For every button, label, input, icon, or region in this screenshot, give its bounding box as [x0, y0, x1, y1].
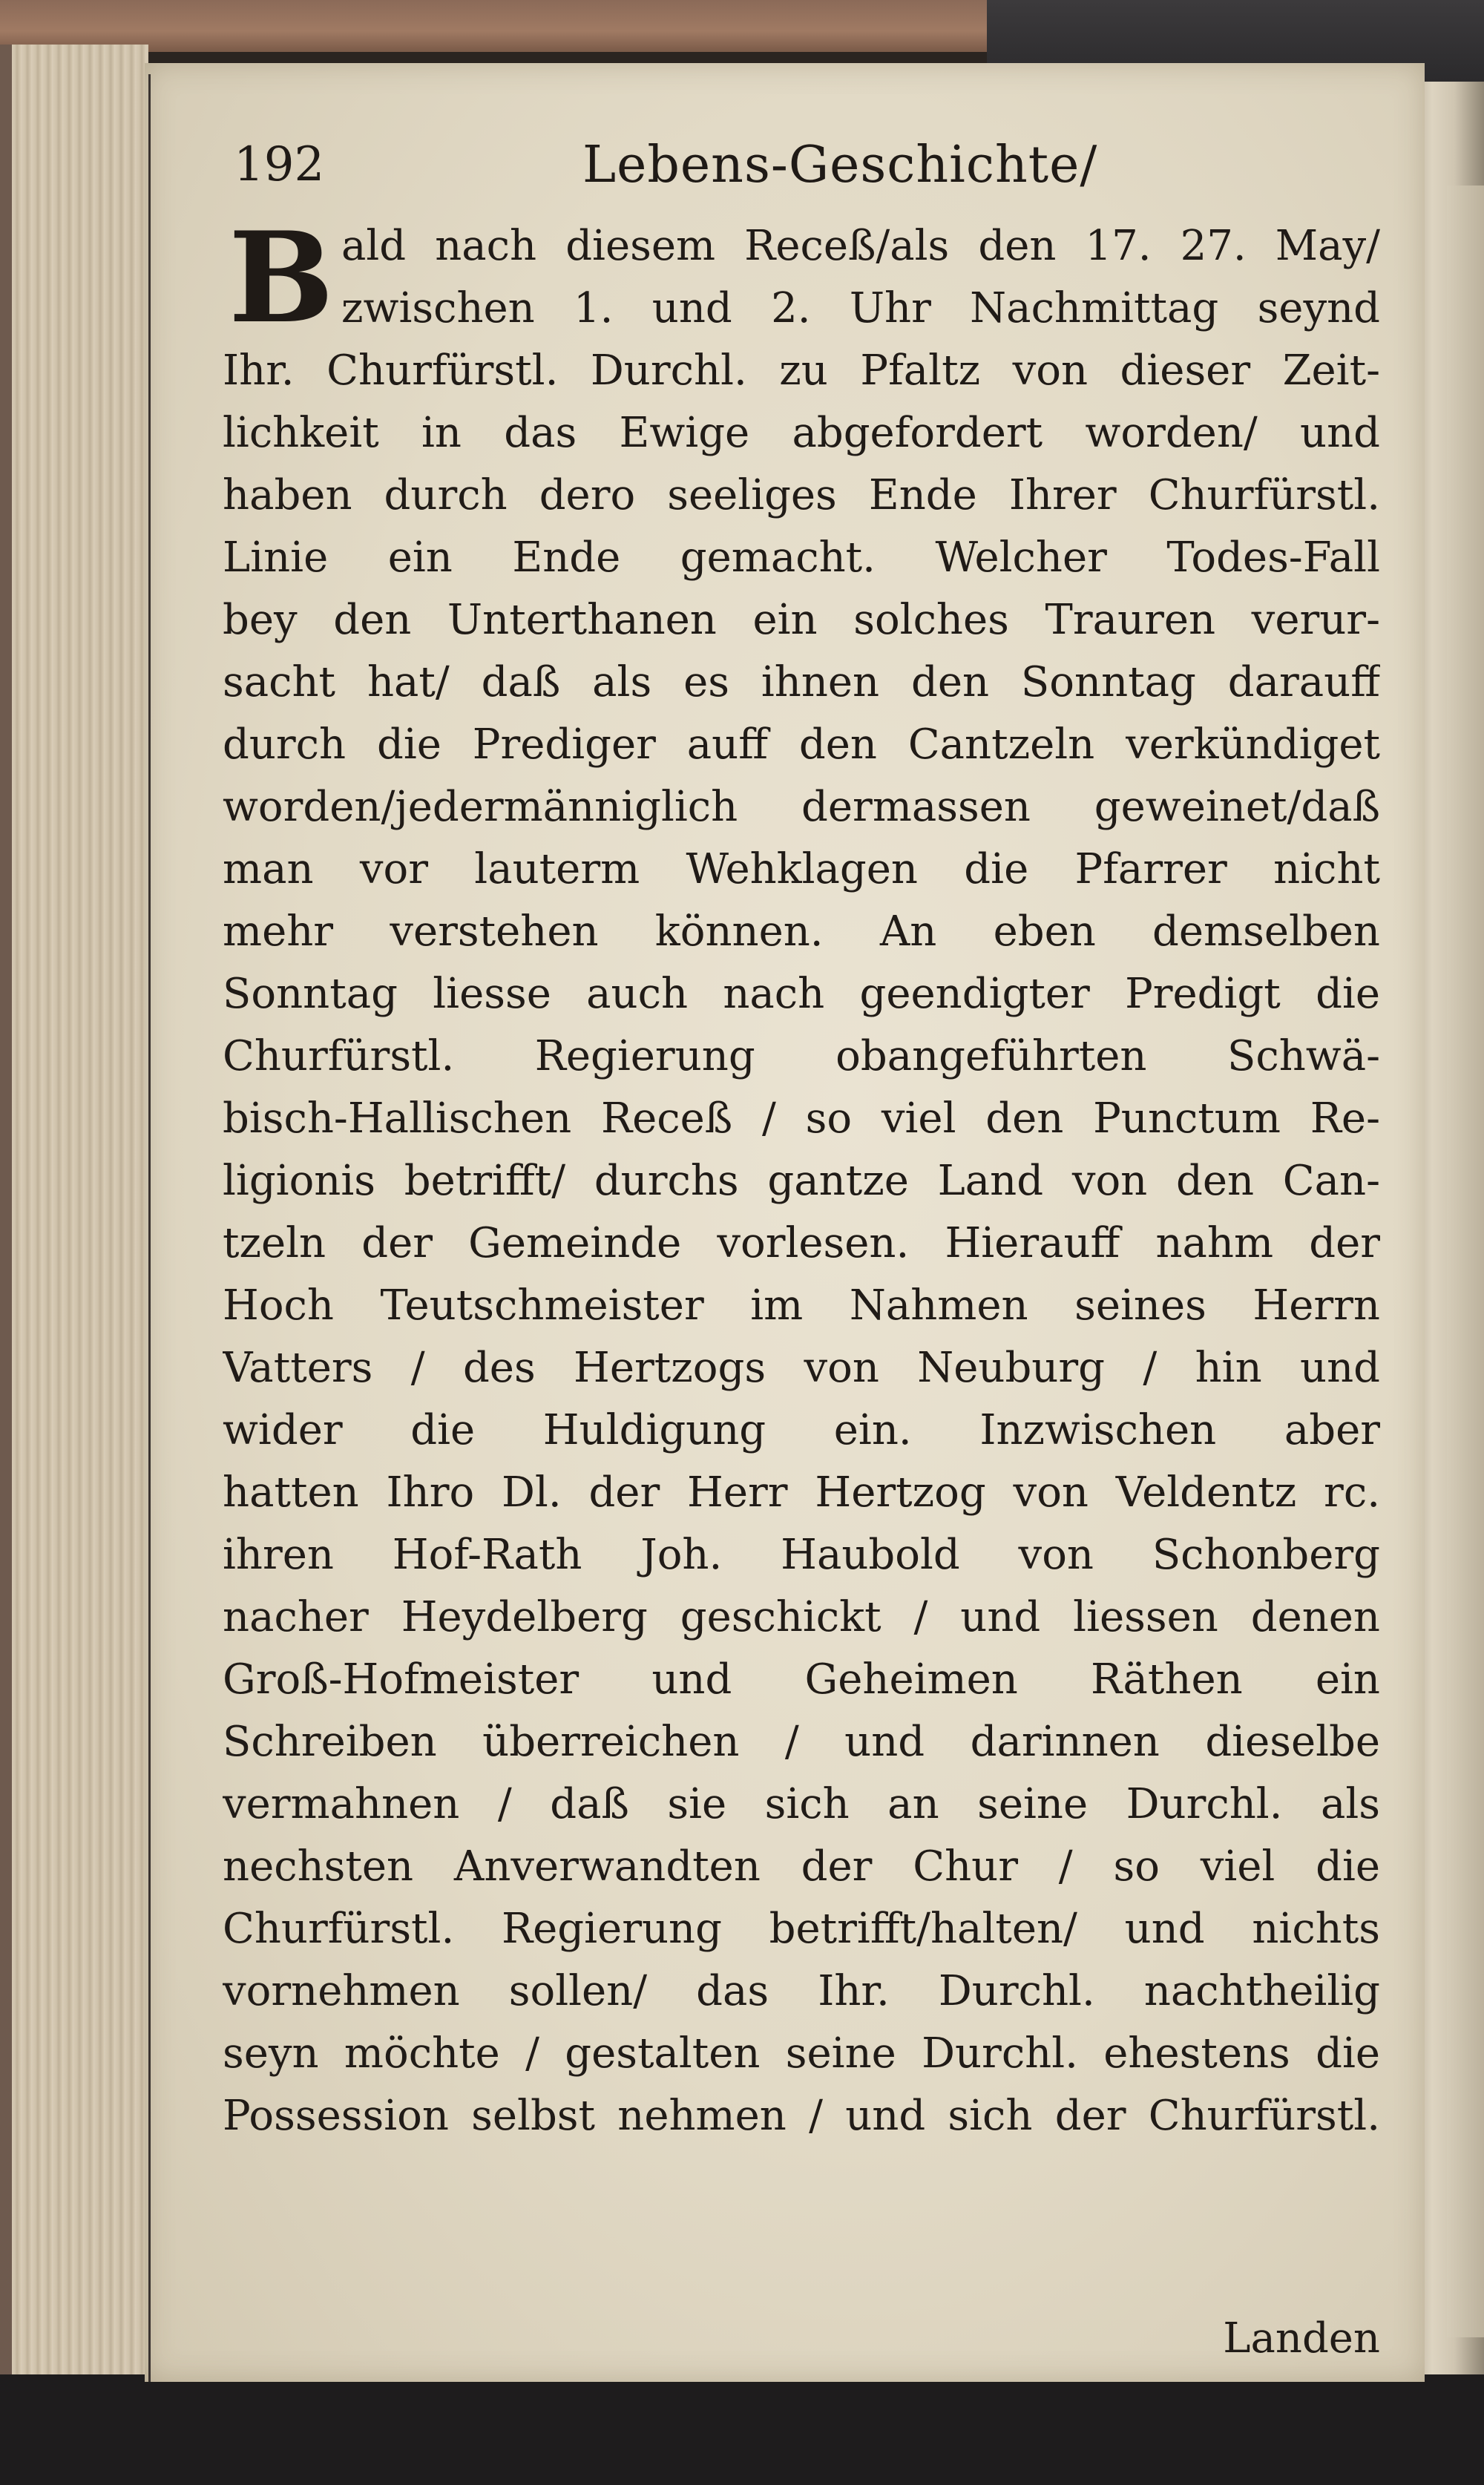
text-line: Churfürstl. Regierung betrifft/halten/ und nichts: [223, 1905, 1380, 1953]
text-line: bisch-Hallischen Receß / so viel den Punctum Re-: [223, 1094, 1380, 1143]
text-line: man vor lauterm Wehklagen die Pfarrer nicht: [223, 845, 1380, 893]
body-text: [223, 204, 1380, 2363]
page-gutter-shadow: [148, 74, 151, 2382]
running-head: Lebens-Geschichte/: [582, 136, 1098, 194]
text-line: ihren Hof-Rath Joh. Haubold von Schonberg: [223, 1531, 1380, 1579]
text-line: ligionis betrifft/ durchs gantze Land von den Can-: [223, 1157, 1380, 1205]
text-line: Sonntag liesse auch nach geendigter Predigt die: [223, 970, 1380, 1018]
text-line: Hoch Teutschmeister im Nahmen seines Herrn: [223, 1281, 1380, 1330]
text-line: nacher Heydelberg geschickt / und liessen denen: [223, 1593, 1380, 1641]
background-bottom: [0, 2374, 1484, 2485]
catchword: Landen: [1223, 2314, 1380, 2363]
text-line: Ihr. Churfürstl. Durchl. zu Pfaltz von dieser Zeit-: [223, 347, 1380, 395]
text-line: durch die Prediger auff den Cantzeln verkündiget: [223, 720, 1380, 769]
book-board-left: [0, 45, 12, 2389]
text-line: nechsten Anverwandten der Chur / so viel die: [223, 1842, 1380, 1891]
text-line: Vatters / des Hertzogs von Neuburg / hin und: [223, 1344, 1380, 1392]
text-line: zwischen 1. und 2. Uhr Nachmittag seynd: [341, 284, 1380, 332]
text-line: Churfürstl. Regierung obangeführten Schwä-: [223, 1032, 1380, 1080]
text-line: vornehmen sollen/ das Ihr. Durchl. nachtheilig: [223, 1967, 1380, 2015]
text-line: seyn möchte / gestalten seine Durchl. ehestens die: [223, 2029, 1380, 2078]
page-number: 192: [234, 137, 325, 192]
text-line: vermahnen / daß sie sich an seine Durchl. als: [223, 1780, 1380, 1828]
text-line: hatten Ihro Dl. der Herr Hertzog von Veldentz rc.: [223, 1468, 1380, 1517]
text-line: ald nach diesem Receß/als den 17. 27. May/: [341, 222, 1380, 270]
text-line: Groß-Hofmeister und Geheimen Räthen ein: [223, 1655, 1380, 1704]
page-edges-left: [0, 45, 148, 2389]
text-line: sacht hat/ daß als es ihnen den Sonntag darauff: [223, 658, 1380, 706]
text-line: Schreiben überreichen / und darinnen dieselbe: [223, 1718, 1380, 1766]
text-line: worden/jedermänniglich dermassen geweinet/daß: [223, 783, 1380, 831]
text-line: bey den Unterthanen ein solches Trauren verur-: [223, 596, 1380, 644]
page-header: [234, 137, 1376, 208]
text-line: tzeln der Gemeinde vorlesen. Hierauff nahm der: [223, 1219, 1380, 1267]
text-line: mehr verstehen können. An eben demselben: [223, 907, 1380, 956]
text-line: lichkeit in das Ewige abgefordert worden/ und: [223, 409, 1380, 457]
text-line: haben durch dero seeliges Ende Ihrer Churfürstl.: [223, 471, 1380, 519]
text-line: wider die Huldigung ein. Inzwischen aber: [223, 1406, 1380, 1454]
text-line: Possession selbst nehmen / und sich der Churfürstl.: [223, 2092, 1380, 2140]
drop-cap: B: [229, 204, 334, 351]
text-line: Linie ein Ende gemacht. Welcher Todes-Fall: [223, 534, 1380, 582]
facing-page-sliver: [1447, 186, 1484, 2337]
